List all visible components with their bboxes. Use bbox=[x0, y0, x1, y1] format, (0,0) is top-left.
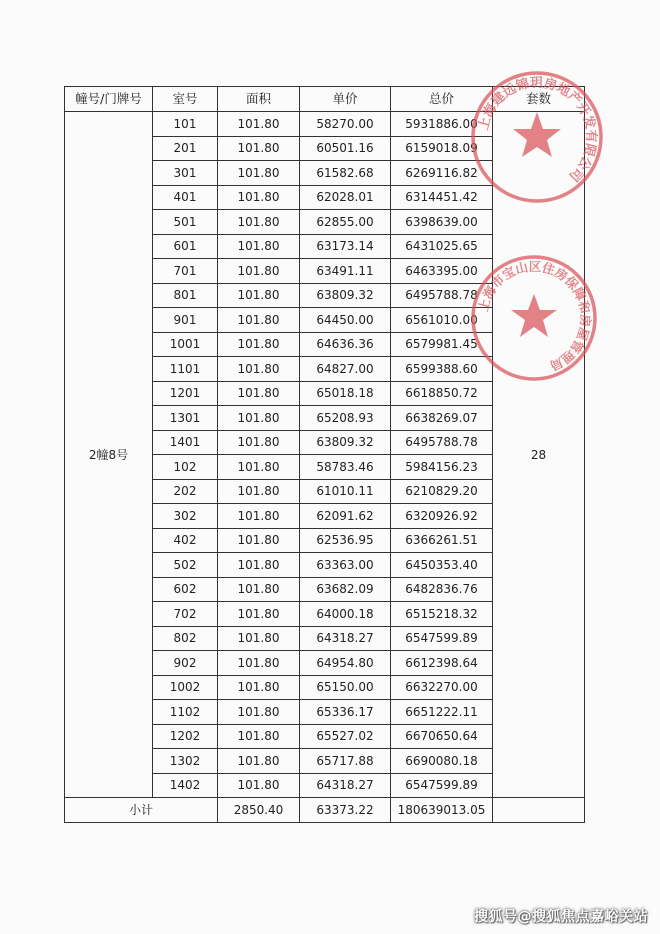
area-cell: 101.80 bbox=[218, 259, 300, 284]
total-price-cell: 6450353.40 bbox=[391, 553, 493, 578]
area-cell: 101.80 bbox=[218, 749, 300, 774]
total-price-cell: 6495788.78 bbox=[391, 283, 493, 308]
table-body bbox=[65, 112, 585, 798]
unit-price-cell: 63809.32 bbox=[300, 283, 391, 308]
unit-price-cell: 61582.68 bbox=[300, 161, 391, 186]
subtotal-total-price: 180639013.05 bbox=[391, 798, 493, 823]
room-cell: 101 bbox=[153, 112, 218, 137]
area-cell: 101.80 bbox=[218, 112, 300, 137]
unit-price-cell: 64954.80 bbox=[300, 651, 391, 676]
area-cell: 101.80 bbox=[218, 528, 300, 553]
total-price-cell: 6159018.09 bbox=[391, 136, 493, 161]
total-price-cell: 6320926.92 bbox=[391, 504, 493, 529]
area-cell: 101.80 bbox=[218, 308, 300, 333]
area-cell: 101.80 bbox=[218, 773, 300, 798]
unit-price-cell: 60501.16 bbox=[300, 136, 391, 161]
building-cell: 2幢8号 bbox=[65, 112, 153, 798]
total-price-cell: 6515218.32 bbox=[391, 602, 493, 627]
header-row bbox=[65, 87, 585, 112]
total-price-cell: 6612398.64 bbox=[391, 651, 493, 676]
subtotal-unit-price: 63373.22 bbox=[300, 798, 391, 823]
unit-price-cell: 65208.93 bbox=[300, 406, 391, 431]
area-cell: 101.80 bbox=[218, 700, 300, 725]
header-room: 室号 bbox=[153, 87, 218, 112]
unit-price-cell: 58270.00 bbox=[300, 112, 391, 137]
total-price-cell: 6561010.00 bbox=[391, 308, 493, 333]
room-cell: 802 bbox=[153, 626, 218, 651]
unit-price-cell: 64827.00 bbox=[300, 357, 391, 382]
total-price-cell: 6638269.07 bbox=[391, 406, 493, 431]
room-cell: 1401 bbox=[153, 430, 218, 455]
area-cell: 101.80 bbox=[218, 283, 300, 308]
unit-price-cell: 63809.32 bbox=[300, 430, 391, 455]
room-cell: 902 bbox=[153, 651, 218, 676]
header-count: 套数 bbox=[493, 87, 585, 112]
unit-price-cell: 65150.00 bbox=[300, 675, 391, 700]
total-price-cell: 6431025.65 bbox=[391, 234, 493, 259]
room-cell: 201 bbox=[153, 136, 218, 161]
total-price-cell: 6632270.00 bbox=[391, 675, 493, 700]
total-price-cell: 6547599.89 bbox=[391, 626, 493, 651]
watermark-text: 搜狐号@搜狐焦点嘉峪关站 bbox=[474, 909, 648, 925]
room-cell: 402 bbox=[153, 528, 218, 553]
unit-price-cell: 65336.17 bbox=[300, 700, 391, 725]
area-cell: 101.80 bbox=[218, 479, 300, 504]
area-cell: 101.80 bbox=[218, 234, 300, 259]
room-cell: 1301 bbox=[153, 406, 218, 431]
room-cell: 502 bbox=[153, 553, 218, 578]
unit-price-cell: 62091.62 bbox=[300, 504, 391, 529]
header-total-price: 总价 bbox=[391, 87, 493, 112]
unit-price-cell: 65527.02 bbox=[300, 724, 391, 749]
total-price-cell: 6482836.76 bbox=[391, 577, 493, 602]
total-price-cell: 6651222.11 bbox=[391, 700, 493, 725]
total-price-cell: 6547599.89 bbox=[391, 773, 493, 798]
total-price-cell: 6366261.51 bbox=[391, 528, 493, 553]
room-cell: 901 bbox=[153, 308, 218, 333]
area-cell: 101.80 bbox=[218, 577, 300, 602]
room-cell: 702 bbox=[153, 602, 218, 627]
total-price-cell: 6463395.00 bbox=[391, 259, 493, 284]
unit-price-cell: 64318.27 bbox=[300, 626, 391, 651]
area-cell: 101.80 bbox=[218, 430, 300, 455]
total-price-cell: 6670650.64 bbox=[391, 724, 493, 749]
unit-price-cell: 65717.88 bbox=[300, 749, 391, 774]
area-cell: 101.80 bbox=[218, 136, 300, 161]
total-price-cell: 5984156.23 bbox=[391, 455, 493, 480]
room-cell: 102 bbox=[153, 455, 218, 480]
area-cell: 101.80 bbox=[218, 553, 300, 578]
room-cell: 1302 bbox=[153, 749, 218, 774]
unit-price-cell: 64000.18 bbox=[300, 602, 391, 627]
unit-price-cell: 62028.01 bbox=[300, 185, 391, 210]
room-cell: 1402 bbox=[153, 773, 218, 798]
room-cell: 601 bbox=[153, 234, 218, 259]
unit-price-cell: 64636.36 bbox=[300, 332, 391, 357]
area-cell: 101.80 bbox=[218, 455, 300, 480]
unit-price-cell: 65018.18 bbox=[300, 381, 391, 406]
total-price-cell: 6599388.60 bbox=[391, 357, 493, 382]
subtotal-area: 2850.40 bbox=[218, 798, 300, 823]
room-cell: 401 bbox=[153, 185, 218, 210]
stamp2-text: 上海市宝山区住房保障和房屋管理局 bbox=[475, 258, 594, 374]
total-price-cell: 6618850.72 bbox=[391, 381, 493, 406]
area-cell: 101.80 bbox=[218, 602, 300, 627]
room-cell: 202 bbox=[153, 479, 218, 504]
area-cell: 101.80 bbox=[218, 185, 300, 210]
area-cell: 101.80 bbox=[218, 504, 300, 529]
unit-price-cell: 58783.46 bbox=[300, 455, 391, 480]
unit-price-cell: 63491.11 bbox=[300, 259, 391, 284]
unit-price-cell: 64450.00 bbox=[300, 308, 391, 333]
area-cell: 101.80 bbox=[218, 332, 300, 357]
total-price-cell: 6269116.82 bbox=[391, 161, 493, 186]
header-area: 面积 bbox=[218, 87, 300, 112]
room-cell: 1001 bbox=[153, 332, 218, 357]
unit-price-cell: 62855.00 bbox=[300, 210, 391, 235]
area-cell: 101.80 bbox=[218, 406, 300, 431]
subtotal-count-empty bbox=[493, 798, 585, 823]
room-cell: 1102 bbox=[153, 700, 218, 725]
unit-price-cell: 63363.00 bbox=[300, 553, 391, 578]
total-price-cell: 6314451.42 bbox=[391, 185, 493, 210]
room-cell: 602 bbox=[153, 577, 218, 602]
unit-price-cell: 63682.09 bbox=[300, 577, 391, 602]
area-cell: 101.80 bbox=[218, 626, 300, 651]
room-cell: 501 bbox=[153, 210, 218, 235]
area-cell: 101.80 bbox=[218, 161, 300, 186]
room-cell: 1002 bbox=[153, 675, 218, 700]
header-unit-price: 单价 bbox=[300, 87, 391, 112]
area-cell: 101.80 bbox=[218, 651, 300, 676]
area-cell: 101.80 bbox=[218, 210, 300, 235]
total-price-cell: 6495788.78 bbox=[391, 430, 493, 455]
area-cell: 101.80 bbox=[218, 724, 300, 749]
count-cell: 28 bbox=[493, 112, 585, 798]
table-row bbox=[65, 112, 585, 137]
unit-price-cell: 62536.95 bbox=[300, 528, 391, 553]
header-building: 幢号/门牌号 bbox=[65, 87, 153, 112]
subtotal-row bbox=[65, 798, 585, 823]
area-cell: 101.80 bbox=[218, 675, 300, 700]
room-cell: 301 bbox=[153, 161, 218, 186]
room-cell: 1101 bbox=[153, 357, 218, 382]
area-cell: 101.80 bbox=[218, 357, 300, 382]
total-price-cell: 6210829.20 bbox=[391, 479, 493, 504]
total-price-cell: 6579981.45 bbox=[391, 332, 493, 357]
room-cell: 1202 bbox=[153, 724, 218, 749]
unit-price-cell: 64318.27 bbox=[300, 773, 391, 798]
subtotal-label: 小计 bbox=[65, 798, 218, 823]
total-price-cell: 5931886.00 bbox=[391, 112, 493, 137]
price-table bbox=[64, 86, 585, 823]
room-cell: 1201 bbox=[153, 381, 218, 406]
room-cell: 302 bbox=[153, 504, 218, 529]
total-price-cell: 6398639.00 bbox=[391, 210, 493, 235]
unit-price-cell: 63173.14 bbox=[300, 234, 391, 259]
room-cell: 701 bbox=[153, 259, 218, 284]
stamp1-text: 上海建远锦玥房地产开发有限公司 bbox=[476, 75, 599, 184]
unit-price-cell: 61010.11 bbox=[300, 479, 391, 504]
room-cell: 801 bbox=[153, 283, 218, 308]
area-cell: 101.80 bbox=[218, 381, 300, 406]
total-price-cell: 6690080.18 bbox=[391, 749, 493, 774]
